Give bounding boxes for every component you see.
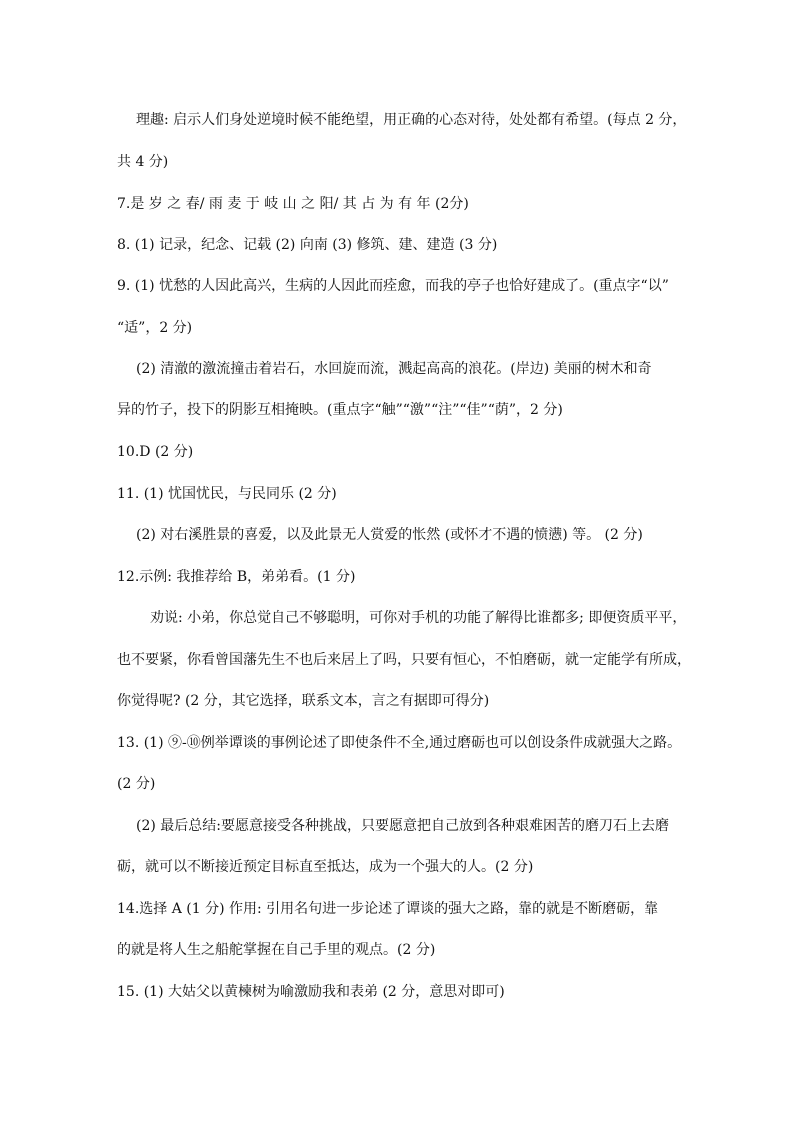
answer-line: 14.选择 A (1 分) 作用: 引用名句进一步论述了谭谈的强大之路，靠的就是不断磨砺，靠 — [117, 901, 659, 917]
answer-line: 13. (1) ⑨-⑩例举谭谈的事例论述了即使条件不全,通过磨砺也可以创设条件成就强大之路。 — [117, 735, 682, 751]
answer-line: “适”，2 分) — [117, 320, 193, 336]
answer-line: 砺，就可以不断接近预定目标直至抵达，成为一个强大的人。(2 分) — [117, 859, 534, 875]
answer-line: 15. (1) 大姑父以黄楝树为喻激励我和表弟 (2 分，意思对即可) — [117, 984, 505, 1000]
answer-line: 共 4 分) — [117, 154, 169, 170]
answer-line: 理趣: 启示人们身处逆境时候不能绝望，用正确的心态对待，处处都有希望。(每点 2 分， — [136, 112, 687, 128]
answer-line: (2) 最后总结:要愿意接受各种挑战，只要愿意把自己放到各种艰难困苦的磨刀石上去磨 — [136, 818, 669, 834]
answer-line: 异的竹子，投下的阴影互相掩映。(重点字“触”“激”“注”“佳”“荫”，2 分) — [117, 402, 563, 418]
answer-line: (2) 对右溪胜景的喜爱，以及此景无人赏爱的怅然 (或怀才不遇的愤懑) 等。 (2 分) — [136, 527, 643, 543]
answer-line: 10.D (2 分) — [117, 444, 194, 460]
answer-line: (2) 清澈的激流撞击着岩石，水回旋而流，溅起高高的浪花。(岸边) 美丽的树木和奇 — [136, 361, 652, 377]
answer-line: 7.是 岁 之 春/ 雨 麦 于 岐 山 之 阳/ 其 占 为 有 年 (2分) — [117, 196, 469, 212]
answer-line: 12.示例: 我推荐给 B，弟弟看。(1 分) — [117, 569, 356, 585]
answer-line: 8. (1) 记录，纪念、记载 (2) 向南 (3) 修筑、建、建造 (3 分) — [117, 237, 498, 253]
answer-line: 9. (1) 忧愁的人因此高兴，生病的人因此而痊愈，而我的亭子也恰好建成了。(重点字“以” — [117, 278, 669, 294]
answer-line: 你觉得呢? (2 分，其它选择，联系文本，言之有据即可得分) — [117, 693, 490, 709]
answer-line: 11. (1) 忧国忧民，与民同乐 (2 分) — [117, 486, 337, 502]
answer-line: (2 分) — [117, 776, 156, 792]
answer-line: 也不要紧，你看曾国藩先生不也后来居上了吗，只要有恒心，不怕磨砺，就一定能学有所成， — [117, 652, 691, 668]
answer-line: 的就是将人生之船舵掌握在自己手里的观点。(2 分) — [117, 942, 436, 958]
answer-line: 劝说: 小弟，你总觉自己不够聪明，可你对手机的功能了解得比谁都多; 即便资质平平， — [150, 610, 687, 626]
